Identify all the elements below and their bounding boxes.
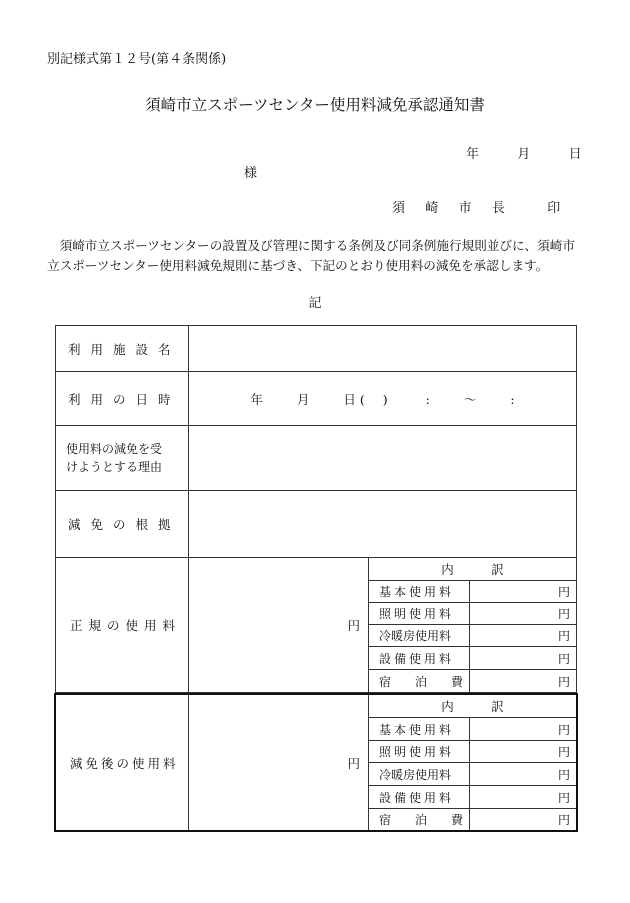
facility-label: 利用施設名	[56, 326, 189, 372]
reason-value[interactable]	[189, 426, 577, 491]
regular-item-basic: 基本使用料	[369, 581, 470, 603]
dt-paren-open: (	[359, 391, 365, 407]
regular-fee-table	[55, 557, 577, 693]
dt-colon-1: :	[425, 391, 430, 407]
datetime-label: 利用の日時	[56, 372, 189, 426]
reduced-item-lodging-yen[interactable]: 円	[470, 809, 577, 831]
reduced-fee-total[interactable]	[189, 695, 369, 831]
addressee-suffix: 様	[244, 166, 258, 181]
basis-label: 減免の根拠	[56, 491, 189, 558]
reduced-item-equipment: 設備使用料	[369, 786, 470, 809]
mayor-signature	[392, 197, 560, 216]
dt-tilde: ～	[463, 391, 477, 407]
regular-item-lighting: 照明使用料	[369, 603, 470, 625]
datetime-row	[56, 372, 577, 426]
reduced-breakdown-header: 内 訳	[369, 695, 577, 718]
regular-item-basic-yen[interactable]: 円	[470, 581, 577, 603]
date-year-label: 年	[466, 147, 480, 162]
reason-label	[56, 426, 189, 491]
ki-heading: 記	[308, 296, 322, 311]
issue-date	[466, 143, 582, 162]
reduced-item-aircon: 冷暖房使用料	[369, 763, 470, 786]
reason-label-line-1: 使用料の減免を受	[66, 442, 163, 456]
reduced-fee-yen: 円	[347, 755, 360, 771]
reduced-item-aircon-yen[interactable]: 円	[470, 763, 577, 786]
reason-label-line-2: けようとする理由	[66, 460, 163, 474]
regular-fee-yen: 円	[347, 618, 360, 633]
basis-value[interactable]	[189, 491, 577, 558]
mayor-char-2: 崎	[425, 201, 439, 216]
reduced-item-basic-yen[interactable]: 円	[470, 718, 577, 741]
regular-breakdown-header: 内 訳	[369, 558, 577, 581]
mayor-char-1: 須	[392, 201, 406, 216]
regular-item-equipment: 設備使用料	[369, 647, 470, 670]
dt-month: 月	[296, 391, 310, 407]
regular-fee-total[interactable]	[189, 558, 369, 693]
body-paragraph: 須崎市立スポーツセンターの設置及び管理に関する条例及び同条例施行規則並びに、須崎市立スポーツセンター使用料減免規則に基づき、下記のとおり使用料の減免を承認します。	[47, 238, 575, 273]
reason-row	[56, 426, 577, 491]
mayor-char-4: 長	[491, 201, 505, 216]
dt-colon-2: :	[510, 391, 515, 407]
basis-row	[56, 491, 577, 558]
mayor-char-3: 市	[458, 201, 472, 216]
reduced-item-lighting-yen[interactable]: 円	[470, 741, 577, 763]
regular-item-aircon: 冷暖房使用料	[369, 625, 470, 647]
date-day-label: 日	[568, 147, 582, 162]
date-month-label: 月	[517, 147, 531, 162]
regular-item-aircon-yen[interactable]: 円	[470, 625, 577, 647]
seal-mark: 印	[547, 201, 561, 216]
dt-day: 日	[343, 391, 356, 407]
regular-item-lodging-yen[interactable]: 円	[470, 670, 577, 693]
reduced-item-lighting: 照明使用料	[369, 741, 470, 763]
dt-year: 年	[250, 391, 263, 407]
form-number: 別記様式第１２号(第４条関係)	[47, 52, 227, 67]
regular-item-equipment-yen[interactable]: 円	[470, 647, 577, 670]
dt-paren-close: )	[382, 391, 388, 407]
regular-item-lodging: 宿 泊 費	[369, 670, 470, 693]
reduced-item-basic: 基本使用料	[369, 718, 470, 741]
regular-fee-label: 正規の使用料	[56, 558, 189, 693]
datetime-value[interactable]	[189, 372, 577, 426]
regular-item-lighting-yen[interactable]: 円	[470, 603, 577, 625]
reduced-item-lodging: 宿 泊 費	[369, 809, 470, 831]
reduced-fee-table	[55, 694, 577, 831]
reduced-item-equipment-yen[interactable]: 円	[470, 786, 577, 809]
facility-value[interactable]	[189, 326, 577, 372]
reduced-fee-label: 減免後の使用料	[56, 695, 189, 831]
facility-row	[56, 326, 577, 372]
usage-info-table	[55, 325, 577, 558]
document-title: 須崎市立スポーツセンター使用料減免承認通知書	[145, 96, 485, 114]
